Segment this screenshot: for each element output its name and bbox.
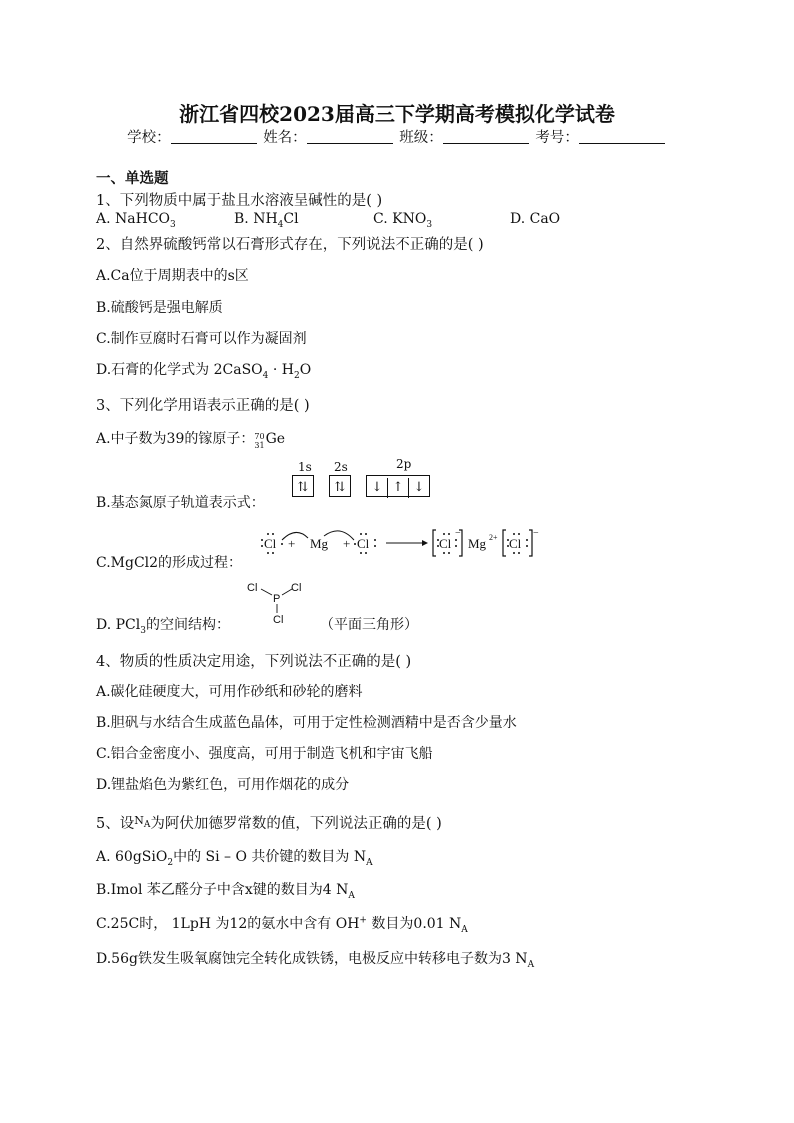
q3-stem: 3、下列化学用语表示正确的是( ) [96,398,310,414]
lewis-minus-1: − [455,528,461,539]
lewis-plus-1: + [288,536,296,551]
orbital-box-2p [366,475,430,497]
orbital-label-2p: 2p [396,457,412,471]
number-label: 考号： [535,130,579,146]
q1-option-c: C. $KNO_3$ [373,211,433,230]
mgcl2-formation-diagram [258,526,548,562]
q4-option-b: B.胆矾与水结合生成蓝色晶体，可用于定性检测酒精中是否含少量水 [96,715,517,731]
lewis-minus-2: − [533,528,539,539]
pcl3-cl-bottom: Cl [273,614,284,626]
page-title: 浙江省四校2023届高三下学期高考模拟化学试卷 [179,102,615,126]
q1-option-a: A. NaHCO$_3$ [96,211,176,230]
pcl3-p: P [273,593,281,605]
q3-option-c: C.MgCl2的形成过程： [96,555,243,571]
class-label: 班级： [399,130,443,146]
pcl3-structure-diagram [242,578,314,626]
q1-option-d: D. CaO [510,211,561,227]
q4-option-d: D.锂盐焰色为紫红色，可用作烟花的成分 [96,777,350,793]
lewis-mg: Mg [310,536,329,551]
q5-stem: 5、设$^{N_A}$为阿伏加德罗常数的值，下列说法正确的是( ) [96,814,442,832]
arrow-pair-icon: ⇅ [334,480,346,495]
q5-option-a: A. 60gSiO$_2$中的 Si – O 共价键的数目为 $N_A$ [96,849,373,868]
lewis-cl-right: Cl [357,536,370,551]
arrow-pair-icon: ⇅ [297,480,309,495]
number-blank[interactable] [579,129,665,144]
orbital-label-2s: 2s [334,460,348,474]
q3-option-b: B.基态氮原子轨道表示式： [96,495,265,511]
reaction-arrow-icon [386,540,428,546]
q2-option-d: D.石膏的化学式为 2CaSO$_4$ · $H_2O$ [96,362,312,381]
lewis-mg-charge: 2+ [489,533,498,542]
student-info-line [0,126,794,147]
arrow-up-icon: ↑ [388,478,409,498]
lewis-mg-ion: Mg [468,536,487,551]
lewis-cl-product-2: Cl [509,536,522,551]
q2-option-b: B.硫酸钙是强电解质 [96,300,223,316]
q3-option-d: D. PCl$_3$的空间结构： [96,617,230,636]
q5-option-b: B.Imol 苯乙醛分子中含x键的数目为4 $N_A$ [96,882,355,901]
name-blank[interactable] [307,129,393,144]
lewis-plus-2: + [343,536,351,551]
pcl3-cl-right: Cl [291,582,302,594]
q4-option-c: C.铝合金密度小、强度高，可用于制造飞机和宇宙飞船 [96,746,433,762]
q2-stem: 2、自然界硫酸钙常以石膏形式存在，下列说法不正确的是( ) [96,237,484,253]
q3-option-a: A.中子数为39的镓原子：70 31Ge [96,431,286,450]
lewis-cl-left: Cl [264,536,277,551]
name-label: 姓名： [263,130,307,146]
q2-option-a: A.Ca位于周期表中的s区 [96,268,249,284]
section-heading: 一、单选题 [96,170,169,187]
arrow-down-icon: ↓ [413,480,425,495]
q1-option-b: B. $NH_4Cl$ [234,211,299,230]
q5-option-c: C.25C时， 1LpH 为12的氨水中含有 OH+ 数目为0.01 $N_A$ [96,915,468,935]
q5-option-d: D.56g铁发生吸氧腐蚀完全转化成铁锈，电极反应中转移电子数为3 $N_A$ [96,951,535,970]
orbital-box-1s [292,475,314,497]
q3-option-d-note: （平面三角形） [320,617,418,633]
orbital-box-2s [329,475,351,497]
q4-option-a: A.碳化硅硬度大，可用作砂纸和砂轮的磨料 [96,684,363,700]
q1-stem: 1、下列物质中属于盐且水溶液呈碱性的是( ) [96,193,383,209]
q2-option-c: C.制作豆腐时石膏可以作为凝固剂 [96,331,307,347]
class-blank[interactable] [443,129,529,144]
orbital-label-1s: 1s [298,460,312,474]
q4-stem: 4、物质的性质决定用途，下列说法不正确的是( ) [96,654,412,670]
school-blank[interactable] [171,129,257,144]
school-label: 学校： [127,130,171,146]
lewis-cl-product-1: Cl [439,536,452,551]
arrow-down-icon: ↓ [367,478,388,498]
pcl3-cl-left: Cl [247,582,258,594]
